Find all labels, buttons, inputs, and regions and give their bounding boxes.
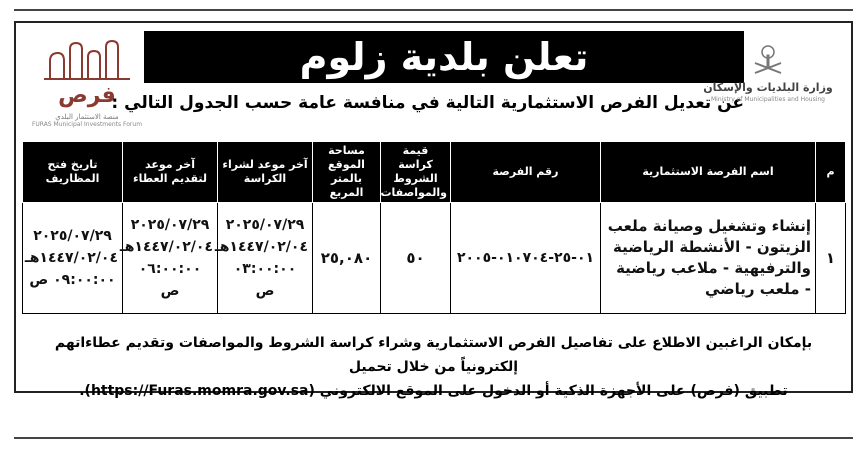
opening-date-time: ٠٩:٠٠:٠٠ ص [29, 272, 116, 288]
announcement-title: تعلن بلدية زلوم [144, 31, 744, 83]
opportunities-table [22, 141, 846, 314]
col-header-booklet-value: قيمة كراسة الشروط والمواصفات [381, 142, 451, 203]
announcement-header [16, 23, 851, 135]
ministry-logo [693, 43, 843, 123]
col-header-area: مساحة الموقع بالمتر المربع [313, 142, 381, 203]
col-header-opening-date: تاريخ فتح المظاريف [23, 142, 123, 203]
col-header-name: اسم الفرصة الاستثمارية [601, 142, 816, 203]
palm-swords-emblem-icon [749, 43, 787, 77]
cell-booklet-value: ٥٠ [381, 203, 451, 314]
cell-purchase-deadline [214, 203, 313, 314]
col-header-purchase-deadline: آخر موعد لشراء الكراسة [218, 142, 313, 203]
furas-logo-subtitle-en: FURAS Municipal Investments Forum [31, 121, 143, 128]
cell-index: ١ [816, 203, 846, 314]
opening-date-gregorian: ٢٠٢٥/٠٧/٢٩ [33, 228, 112, 244]
ministry-name-en: Ministry of Municipalities and Housing [711, 96, 825, 103]
skyline-icon [42, 39, 132, 83]
bid-deadline-gregorian: ٢٠٢٥/٠٧/٢٩ [130, 217, 210, 233]
furas-logo-subtitle: منصة الاستثمار البلدي [55, 113, 119, 121]
bid-deadline-hijri: ١٤٤٧/٠٢/٠٤هـ [119, 239, 213, 255]
opening-date-hijri: ١٤٤٧/٠٢/٠٤هـ [24, 250, 118, 266]
purchase-deadline-hijri: ١٤٤٧/٠٢/٠٤هـ [214, 239, 308, 255]
footer-line-2: تطبيق (فرص) على الأجهزة الذكية أو الدخول على الموقع الالكتروني (https://Furas.momra.gov.sa). [79, 383, 788, 399]
purchase-deadline-time: ٠٣:٠٠:٠٠ ص [233, 261, 297, 299]
top-rule [14, 9, 853, 11]
cell-opportunity-number: ٠١-٢٥-٠١٠٧٠٤-٢٠٠٥ [451, 203, 601, 314]
bottom-rule [14, 437, 853, 439]
col-header-index: م [816, 142, 846, 203]
cell-area: ٢٥,٠٨٠ [313, 203, 381, 314]
announcement-footer [26, 331, 841, 403]
announcement [14, 21, 853, 399]
table-header-row [23, 142, 846, 203]
col-header-number: رقم الفرصة [451, 142, 601, 203]
footer-line-1: بإمكان الراغبين الاطلاع على تفاصيل الفرص الاستثمارية وشراء كراسة الشروط والمواصفات وتقديم عطاءاتهم إلكترونياً من خلال تحميل [54, 335, 813, 375]
ministry-name: وزارة البلديات والإسكان [703, 81, 833, 94]
col-header-bid-deadline: آخر موعد لتقديم العطاء [123, 142, 218, 203]
table-row [23, 203, 846, 314]
bid-deadline-time: ٠٦:٠٠:٠٠ ص [138, 261, 202, 299]
purchase-deadline-gregorian: ٢٠٢٥/٠٧/٢٩ [225, 217, 305, 233]
furas-logo-word: فرص [58, 83, 116, 108]
cell-opening-date [23, 203, 123, 314]
cell-bid-deadline [119, 203, 218, 314]
cell-opportunity-name: إنشاء وتشغيل وصيانة ملعب الزيتون - الأنشطة الرياضية والترفيهية - ملاعب رياضية - ملعب رياضي [601, 203, 816, 314]
announcement-intro: عن تعديل الفرص الاستثمارية التالية في منافسة عامة حسب الجدول التالي : [111, 93, 744, 113]
